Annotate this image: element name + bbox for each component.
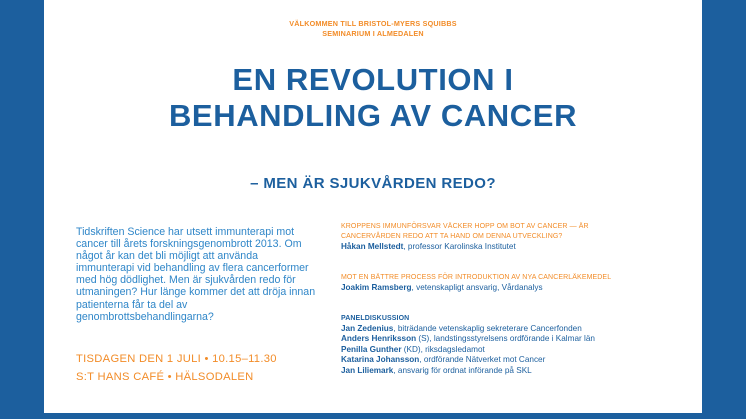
page-subtitle: – MEN ÄR SJUKVÅRDEN REDO?: [250, 175, 496, 192]
talk-2-speaker: [341, 283, 671, 294]
intro-paragraph: Tidskriften Science har utsett immunterapi mot cancer till årets forskningsgenombrott 2013. Om något år kan det bli möjligt att använda immunterapi vid behandling av flera cancerformer med hög dödlighet. Men är sjukvården redo för utmaningen? Hur länge kommer det att dröja innan patienterna får ta del av genombrottsbehandlingarna?: [76, 226, 316, 323]
event-date-time: TISDAGEN DEN 1 JULI • 10.15–11.30: [76, 353, 277, 365]
program-panel: [341, 314, 671, 376]
speaker-role: , vetenskapligt ansvarig, Vårdanalys: [411, 282, 543, 292]
kicker-line-2: SEMINARIUM I ALMEDALEN: [322, 28, 424, 38]
talk-2-title: MOT EN BÄTTRE PROCESS FÖR INTRODUKTION AV NYA CANCERLÄKEMEDEL: [341, 274, 612, 281]
talk-1-title-line-1: KROPPENS IMMUNFÖRSVAR VÄCKER HOPP OM BOT AV CANCER — ÄR: [341, 223, 589, 230]
page-title: [44, 62, 702, 134]
panel-member: [341, 355, 671, 366]
left-blue-border: [0, 0, 44, 419]
title-line-1: EN REVOLUTION I: [232, 62, 514, 97]
member-role: (S), landstingsstyrelsens ordförande i Kalmar län: [416, 334, 595, 344]
event-venue: S:T HANS CAFÉ • HÄLSODALEN: [76, 371, 254, 383]
program-talk-2: [341, 273, 671, 293]
bottom-blue-border: [0, 413, 746, 419]
member-role: , ordförande Nätverket mot Cancer: [419, 355, 546, 365]
member-role: , ansvarig för ordnat införande på SKL: [393, 365, 532, 375]
right-blue-border: [702, 0, 746, 419]
member-name: Jan Liliemark: [341, 365, 394, 375]
title-line-2: BEHANDLING AV CANCER: [168, 98, 578, 133]
panel-title: PANELDISKUSSION: [341, 315, 410, 322]
member-name: Jan Zedenius: [341, 323, 394, 333]
kicker-line-1: VÄLKOMMEN TILL BRISTOL-MYERS SQUIBBS: [289, 19, 457, 28]
member-name: Katarina Johansson: [341, 355, 420, 365]
speaker-name: Håkan Mellstedt: [341, 241, 404, 251]
member-role: , biträdande vetenskaplig sekreterare Cancerfonden: [393, 323, 582, 333]
invitation-card: [44, 0, 702, 413]
member-role: (KD), riksdagsledamot: [401, 344, 485, 354]
speaker-role: , professor Karolinska Institutet: [403, 241, 516, 251]
panel-member: [341, 366, 671, 377]
member-name: Anders Henriksson: [341, 334, 417, 344]
member-name: Penilla Gunther: [341, 344, 402, 354]
program-talk-1: [341, 222, 671, 252]
panel-member: [341, 345, 671, 356]
panel-member: [341, 334, 671, 345]
talk-1-speaker: [341, 242, 671, 253]
welcome-kicker: [44, 19, 702, 38]
panel-member: [341, 324, 671, 335]
speaker-name: Joakim Ramsberg: [341, 282, 412, 292]
talk-1-title-line-2: CANCERVÅRDEN REDO ATT TA HAND OM DENNA UTVECKLING?: [341, 232, 563, 240]
